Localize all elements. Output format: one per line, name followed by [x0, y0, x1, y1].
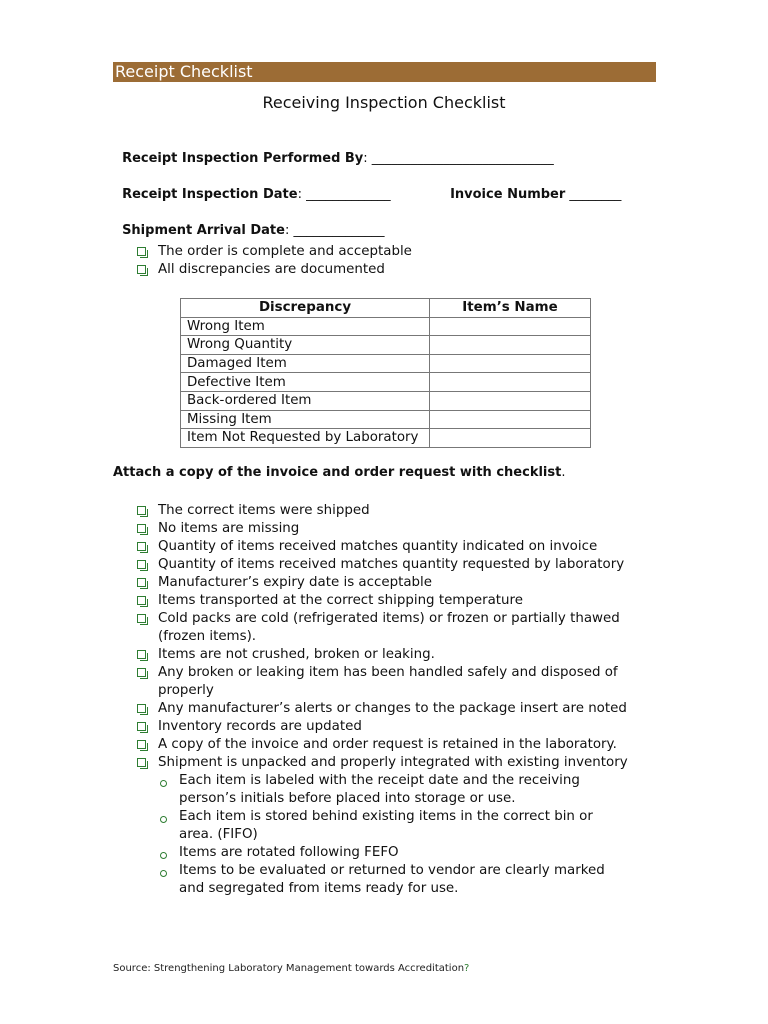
checkbox-icon[interactable]	[137, 542, 146, 551]
discrepancy-cell: Item Not Requested by Laboratory	[181, 429, 430, 448]
footnote-mark: ?	[464, 963, 470, 974]
checklist-item[interactable]: Items are not crushed, broken or leaking.	[134, 646, 644, 664]
performed-by-label: Receipt Inspection Performed By	[122, 151, 364, 166]
arrival-date-label: Shipment Arrival Date	[122, 223, 285, 238]
checkbox-icon[interactable]	[137, 560, 146, 569]
checkbox-icon[interactable]	[137, 596, 146, 605]
checklist-item[interactable]: A copy of the invoice and order request is retained in the laboratory.	[134, 736, 644, 754]
arrival-date-field[interactable]	[113, 208, 384, 238]
item-name-cell[interactable]	[430, 391, 591, 410]
banner-title: Receipt Checklist	[115, 62, 253, 81]
checklist-item[interactable]: Items transported at the correct shipping temperature	[134, 592, 644, 610]
discrepancy-cell: Damaged Item	[181, 354, 430, 373]
checkbox-icon[interactable]	[137, 740, 146, 749]
checklist-item[interactable]: Quantity of items received matches quantity indicated on invoice	[134, 538, 644, 556]
checkbox-icon[interactable]	[137, 247, 146, 256]
discrepancy-cell: Missing Item	[181, 410, 430, 429]
checkbox-icon[interactable]	[137, 704, 146, 713]
discrepancy-cell: Wrong Quantity	[181, 336, 430, 355]
table-row	[181, 354, 591, 373]
checkbox-icon[interactable]	[137, 722, 146, 731]
item-name-cell[interactable]	[430, 429, 591, 448]
checkbox-icon[interactable]	[137, 506, 146, 515]
arrival-date-blank[interactable]: : ______________	[284, 223, 385, 238]
inspection-date-field[interactable]	[113, 172, 391, 202]
checklist-item[interactable]: Quantity of items received matches quantity requested by laboratory	[134, 556, 644, 574]
item-name-cell[interactable]	[430, 336, 591, 355]
item-name-cell[interactable]	[430, 354, 591, 373]
circle-bullet-icon	[160, 780, 167, 787]
inspection-date-blank[interactable]: : _____________	[297, 187, 391, 202]
checkbox-icon[interactable]	[137, 265, 146, 274]
circle-bullet-icon	[160, 816, 167, 823]
checkbox-icon[interactable]	[137, 578, 146, 587]
performed-by-blank[interactable]: : ____________________________	[363, 151, 554, 166]
circle-bullet-icon	[160, 852, 167, 859]
checkbox-icon[interactable]	[137, 758, 146, 767]
performed-by-field[interactable]	[113, 136, 554, 166]
item-name-cell[interactable]	[430, 410, 591, 429]
table-row	[181, 317, 591, 336]
checklist-item[interactable]: The correct items were shipped	[134, 502, 644, 520]
column-header-item-name: Item’s Name	[430, 299, 591, 318]
table-row	[181, 336, 591, 355]
discrepancy-cell: Wrong Item	[181, 317, 430, 336]
sub-list-item: Each item is labeled with the receipt date and the receiving person’s initials before placed into storage or use.	[158, 772, 617, 808]
main-checklist	[134, 502, 644, 898]
sub-list-item: Each item is stored behind existing items in the correct bin or area. (FIFO)	[158, 808, 617, 844]
sub-list-item: Items to be evaluated or returned to vendor are clearly marked and segregated from items ready for use.	[158, 862, 617, 898]
checkbox-icon[interactable]	[137, 614, 146, 623]
checklist-item[interactable]: Any broken or leaking item has been handled safely and disposed of properly	[134, 664, 644, 700]
circle-bullet-icon	[160, 870, 167, 877]
sub-list-item: Items are rotated following FEFO	[158, 844, 617, 862]
invoice-number-field[interactable]	[441, 172, 621, 202]
table-row	[181, 373, 591, 392]
checkbox-icon[interactable]	[137, 650, 146, 659]
checklist-item[interactable]: Manufacturer’s expiry date is acceptable	[134, 574, 644, 592]
table-header-row	[181, 299, 591, 318]
attach-instruction: Attach a copy of the invoice and order request with checklist.	[113, 465, 566, 480]
discrepancy-cell: Defective Item	[181, 373, 430, 392]
table-row	[181, 429, 591, 448]
discrepancy-cell: Back-ordered Item	[181, 391, 430, 410]
top-checklist	[134, 243, 644, 279]
source-footnote: Source: Strengthening Laboratory Management towards Accreditation?	[113, 963, 470, 974]
discrepancy-table	[180, 298, 591, 448]
inspection-date-label: Receipt Inspection Date	[122, 187, 298, 202]
checklist-item[interactable]: Inventory records are updated	[134, 718, 644, 736]
checklist-item[interactable]: The order is complete and acceptable	[134, 243, 644, 261]
checklist-item[interactable]: Shipment is unpacked and properly integrated with existing inventory Each item is labeled with the receipt date and the receiving person’s initials before placed into storage or use. Each item is stored behind existing items in the correct bin or area. (FIFO) Items are rotated following FEFO Items to be evaluated or returned to vendor are clearly marked and segregated from items ready for use.	[134, 754, 644, 898]
checklist-item[interactable]: No items are missing	[134, 520, 644, 538]
table-row	[181, 391, 591, 410]
invoice-number-label: Invoice Number	[450, 187, 566, 202]
column-header-discrepancy: Discrepancy	[181, 299, 430, 318]
item-name-cell[interactable]	[430, 317, 591, 336]
checklist-item[interactable]: All discrepancies are documented	[134, 261, 644, 279]
page-title: Receiving Inspection Checklist	[262, 93, 506, 112]
checklist-item[interactable]: Cold packs are cold (refrigerated items) or frozen or partially thawed (frozen items).	[134, 610, 644, 646]
invoice-number-blank[interactable]: ________	[565, 187, 622, 202]
sub-checklist	[158, 772, 644, 898]
table-row	[181, 410, 591, 429]
section-banner	[113, 62, 656, 82]
checkbox-icon[interactable]	[137, 524, 146, 533]
checklist-item[interactable]: Any manufacturer’s alerts or changes to the package insert are noted	[134, 700, 644, 718]
checkbox-icon[interactable]	[137, 668, 146, 677]
item-name-cell[interactable]	[430, 373, 591, 392]
